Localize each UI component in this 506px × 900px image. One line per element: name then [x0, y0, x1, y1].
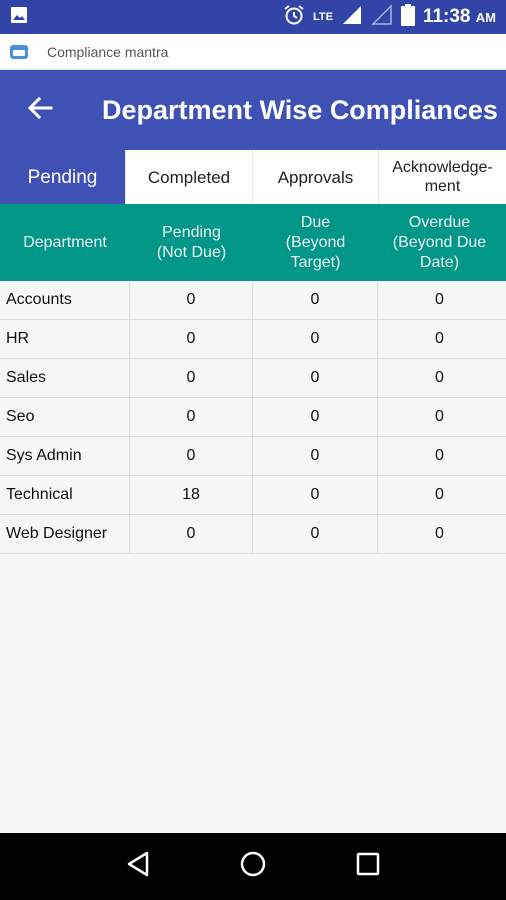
- table-row[interactable]: [0, 281, 506, 320]
- clock: 11:38 AM: [422, 6, 496, 27]
- cell-due: 0: [253, 281, 378, 319]
- cell-due: 0: [253, 515, 378, 553]
- status-bar: [0, 0, 506, 34]
- cell-pending: 0: [130, 281, 253, 319]
- back-triangle-icon: [125, 850, 151, 883]
- app-icon: [10, 45, 28, 59]
- cell-pending: 18: [130, 476, 253, 514]
- nav-back-button[interactable]: [118, 847, 158, 887]
- table-row[interactable]: [0, 359, 506, 398]
- cell-department: Seo: [0, 398, 130, 436]
- cell-overdue: 0: [435, 525, 444, 542]
- cell-department: Sys Admin: [0, 437, 130, 475]
- cell-overdue: 0: [435, 330, 444, 347]
- table-row[interactable]: [0, 437, 506, 476]
- recents-square-icon: [355, 851, 381, 882]
- table-row[interactable]: [0, 515, 506, 554]
- cell-overdue: 0: [435, 447, 444, 464]
- cell-overdue: 0: [435, 369, 444, 386]
- cell-pending: 0: [130, 320, 253, 358]
- battery-icon: [401, 4, 415, 31]
- network-type: LTE: [312, 11, 333, 23]
- tab-pending[interactable]: Pending: [0, 150, 126, 204]
- table-row[interactable]: [0, 320, 506, 359]
- cell-department: Web Designer: [0, 515, 130, 553]
- cell-due: 0: [253, 437, 378, 475]
- cell-due: 0: [253, 398, 378, 436]
- tab-completed[interactable]: Completed: [126, 150, 253, 204]
- home-circle-icon: [239, 850, 267, 883]
- table-row[interactable]: [0, 398, 506, 437]
- compliance-table: [0, 204, 506, 554]
- tab-bar: [0, 150, 506, 204]
- cell-due: 0: [253, 476, 378, 514]
- header-overdue: Overdue (Beyond Due Date): [392, 213, 487, 271]
- alarm-icon: [283, 4, 305, 31]
- nav-recents-button[interactable]: [348, 847, 388, 887]
- cell-pending: 0: [130, 398, 253, 436]
- image-icon: [10, 6, 28, 29]
- arrow-left-icon: [26, 94, 54, 127]
- cell-overdue: 0: [435, 291, 444, 308]
- signal-icon: [341, 4, 363, 31]
- table-header: [0, 204, 506, 281]
- notification-strip[interactable]: [0, 34, 506, 70]
- cell-department: Accounts: [0, 281, 130, 319]
- tab-acknowledgement[interactable]: Acknowledge- ment: [379, 150, 506, 204]
- signal-empty-icon: [371, 4, 393, 31]
- system-nav-bar: [0, 833, 506, 900]
- cell-department: Sales: [0, 359, 130, 397]
- header-pending: Pending (Not Due): [156, 223, 227, 261]
- page-title: Department Wise Compliances: [102, 94, 498, 125]
- header-department: Department: [23, 233, 107, 251]
- back-button[interactable]: [0, 70, 80, 150]
- cell-department: Technical: [0, 476, 130, 514]
- table-row[interactable]: [0, 476, 506, 515]
- cell-pending: 0: [130, 515, 253, 553]
- header-due: Due (Beyond Target): [285, 213, 346, 271]
- cell-department: HR: [0, 320, 130, 358]
- notification-app-name: Compliance mantra: [47, 43, 169, 60]
- tab-approvals[interactable]: Approvals: [253, 150, 379, 204]
- nav-home-button[interactable]: [233, 847, 273, 887]
- cell-pending: 0: [130, 359, 253, 397]
- cell-due: 0: [253, 320, 378, 358]
- app-bar: [0, 70, 506, 150]
- cell-due: 0: [253, 359, 378, 397]
- cell-overdue: 0: [435, 408, 444, 425]
- cell-overdue: 0: [435, 486, 444, 503]
- cell-pending: 0: [130, 437, 253, 475]
